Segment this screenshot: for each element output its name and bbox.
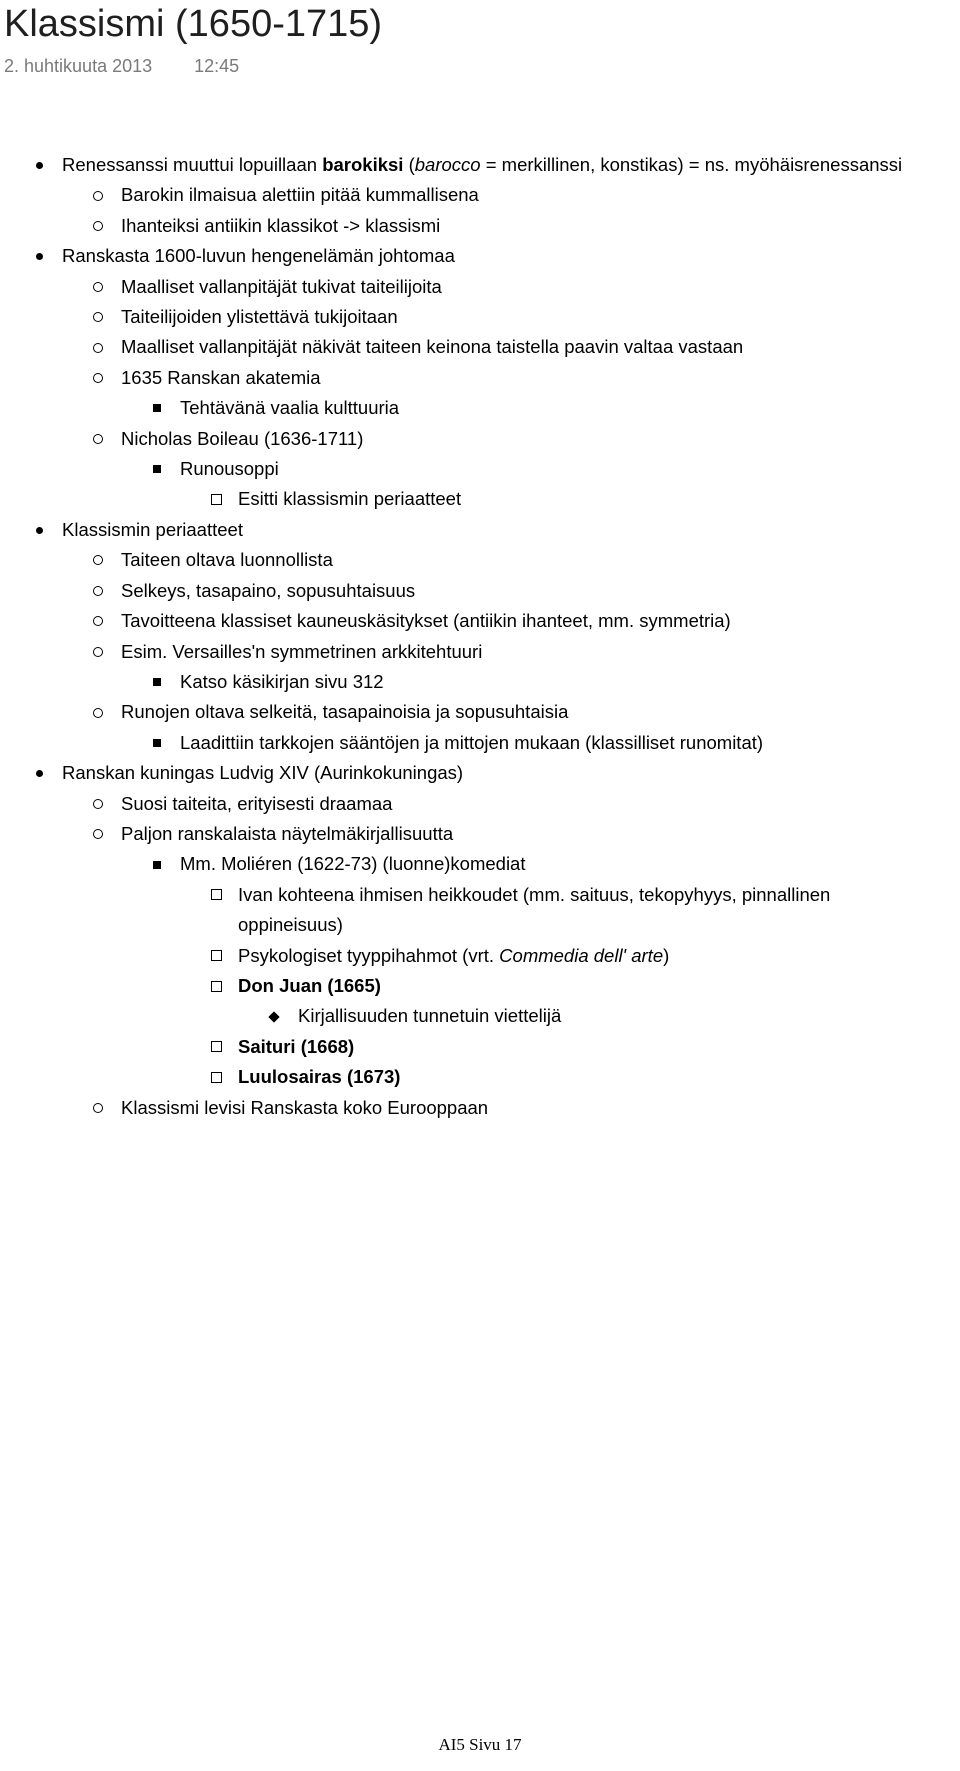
circle-bullet-icon [88,637,108,667]
outline-text: Suosi taiteita, erityisesti draamaa [121,792,393,814]
outline-item [0,393,940,423]
box-bullet-icon [206,1062,226,1092]
outline-item [0,515,940,545]
box-bullet-icon [206,880,226,910]
outline-item [0,454,940,484]
outline-text: Runojen oltava selkeitä, tasapainoisia ja sopusuhtaisia [121,701,569,723]
outline-text: Maalliset vallanpitäjät näkivät taiteen keinona taistella paavin valtaa vastaan [121,336,744,358]
outline-text: Psykologiset tyyppihahmot (vrt. [238,944,500,966]
outline-text: Klassismi levisi Ranskasta koko Eurooppaan [121,1096,489,1118]
outline-text: Ranskan kuningas Ludvig XIV (Aurinkokuningas) [62,762,464,784]
square-bullet-icon [147,849,167,879]
circle-bullet-icon [88,576,108,606]
outline-item [0,819,940,849]
box-bullet-icon [206,941,226,971]
square-bullet-icon [147,454,167,484]
outline-item [0,576,940,606]
outline-text: Katso käsikirjan sivu 312 [180,670,384,692]
outline-text: Esitti klassismin periaatteet [238,488,462,510]
outline-item [0,484,940,514]
outline-item [0,1062,940,1092]
square-bullet-icon [147,393,167,423]
outline-text: Paljon ranskalaista näytelmäkirjallisuutta [121,822,454,844]
outline-text: Klassismin periaatteet [62,518,243,540]
page-footer: AI5 Sivu 17 [438,1735,522,1754]
box-bullet-icon [206,1032,226,1062]
outline-text: Esim. Versailles'n symmetrinen arkkitehtuuri [121,640,483,662]
outline-item [0,180,940,210]
page-title: Klassismi (1650-1715) [4,3,383,45]
circle-bullet-icon [88,606,108,636]
outline-text-italic: barocco [414,154,481,175]
circle-bullet-icon [88,302,108,332]
outline-item [0,424,940,454]
outline-item [0,789,940,819]
outline-item [0,637,940,667]
circle-bullet-icon [88,272,108,302]
outline-text: Nicholas Boileau (1636-1711) [121,427,364,449]
outline-text: Ivan kohteena ihmisen heikkoudet (mm. saituus, tekopyhyys, pinnallinen oppineisuus) [238,883,831,936]
page-time: 12:45 [194,56,240,76]
diamond-bullet-icon [264,1001,284,1031]
outline-item [0,667,940,697]
outline-item [0,941,940,971]
outline-item [0,241,940,271]
outline-item [0,272,940,302]
outline-text: Taiteilijoiden ylistettävä tukijoitaan [121,306,398,328]
outline-text: Runousoppi [180,458,279,480]
circle-bullet-icon [88,180,108,210]
circle-bullet-icon [88,424,108,454]
outline-text: Renessanssi muuttui lopuillaan [62,154,323,175]
box-bullet-icon [206,484,226,514]
outline-text: Laadittiin tarkkojen sääntöjen ja mittojen mukaan (klassilliset runomitat) [180,731,764,753]
outline-item [0,697,940,727]
outline-item [0,1032,940,1062]
outline-item [0,971,940,1001]
circle-bullet-icon [88,1093,108,1123]
outline-text: Luulosairas (1673) [238,1066,401,1088]
outline-item [0,606,940,636]
disc-bullet-icon [29,241,49,271]
outline-item [0,728,940,758]
outline-text: Selkeys, tasapaino, sopusuhtaisuus [121,579,416,601]
outline-item [0,758,940,788]
outline-text-italic: Commedia dell' arte [499,944,664,966]
square-bullet-icon [147,667,167,697]
disc-bullet-icon [29,758,49,788]
box-bullet-icon [206,971,226,1001]
outline-text: = merkillinen, konstikas) = ns. myöhäisrenessanssi [480,154,903,175]
outline-text: Ranskasta 1600-luvun hengenelämän johtomaa [62,245,455,267]
outline-text: ( [403,154,415,175]
outline-text: 1635 Ranskan akatemia [121,366,321,388]
outline-text: Tehtävänä vaalia kulttuuria [180,397,400,419]
page-date: 2. huhtikuuta 2013 [4,56,153,76]
circle-bullet-icon [88,819,108,849]
circle-bullet-icon [88,363,108,393]
square-bullet-icon [147,728,167,758]
outline-text: Ihanteiksi antiikin klassikot -> klassismi [121,214,441,236]
outline-text: Tavoitteena klassiset kauneuskäsitykset (antiikin ihanteet, mm. symmetria) [121,610,731,632]
outline-item [0,302,940,332]
outline-item [0,332,940,362]
outline-text: Saituri (1668) [238,1035,355,1057]
outline-text: Mm. Moliéren (1622-73) (luonne)komediat [180,853,526,875]
outline-item [0,363,940,393]
outline-text: Taiteen oltava luonnollista [121,549,333,571]
outline-item [0,1001,940,1031]
outline-text: Kirjallisuuden tunnetuin viettelijä [298,1005,562,1027]
outline-text: Don Juan (1665) [238,974,381,996]
page-date-time [4,54,239,78]
circle-bullet-icon [88,697,108,727]
outline-text-bold: barokiksi [322,154,404,175]
outline-item [0,150,940,180]
outline-item [0,211,940,241]
outline-item [0,1093,940,1123]
outline-item [0,880,940,941]
outline-text: Barokin ilmaisua alettiin pitää kummallisena [121,184,479,206]
note-outline [0,150,940,1123]
circle-bullet-icon [88,211,108,241]
disc-bullet-icon [29,515,49,545]
circle-bullet-icon [88,789,108,819]
outline-item [0,545,940,575]
disc-bullet-icon [29,150,49,180]
circle-bullet-icon [88,332,108,362]
outline-text: Maalliset vallanpitäjät tukivat taiteilijoita [121,275,442,297]
circle-bullet-icon [88,545,108,575]
outline-text: ) [663,944,670,966]
outline-item [0,849,940,879]
